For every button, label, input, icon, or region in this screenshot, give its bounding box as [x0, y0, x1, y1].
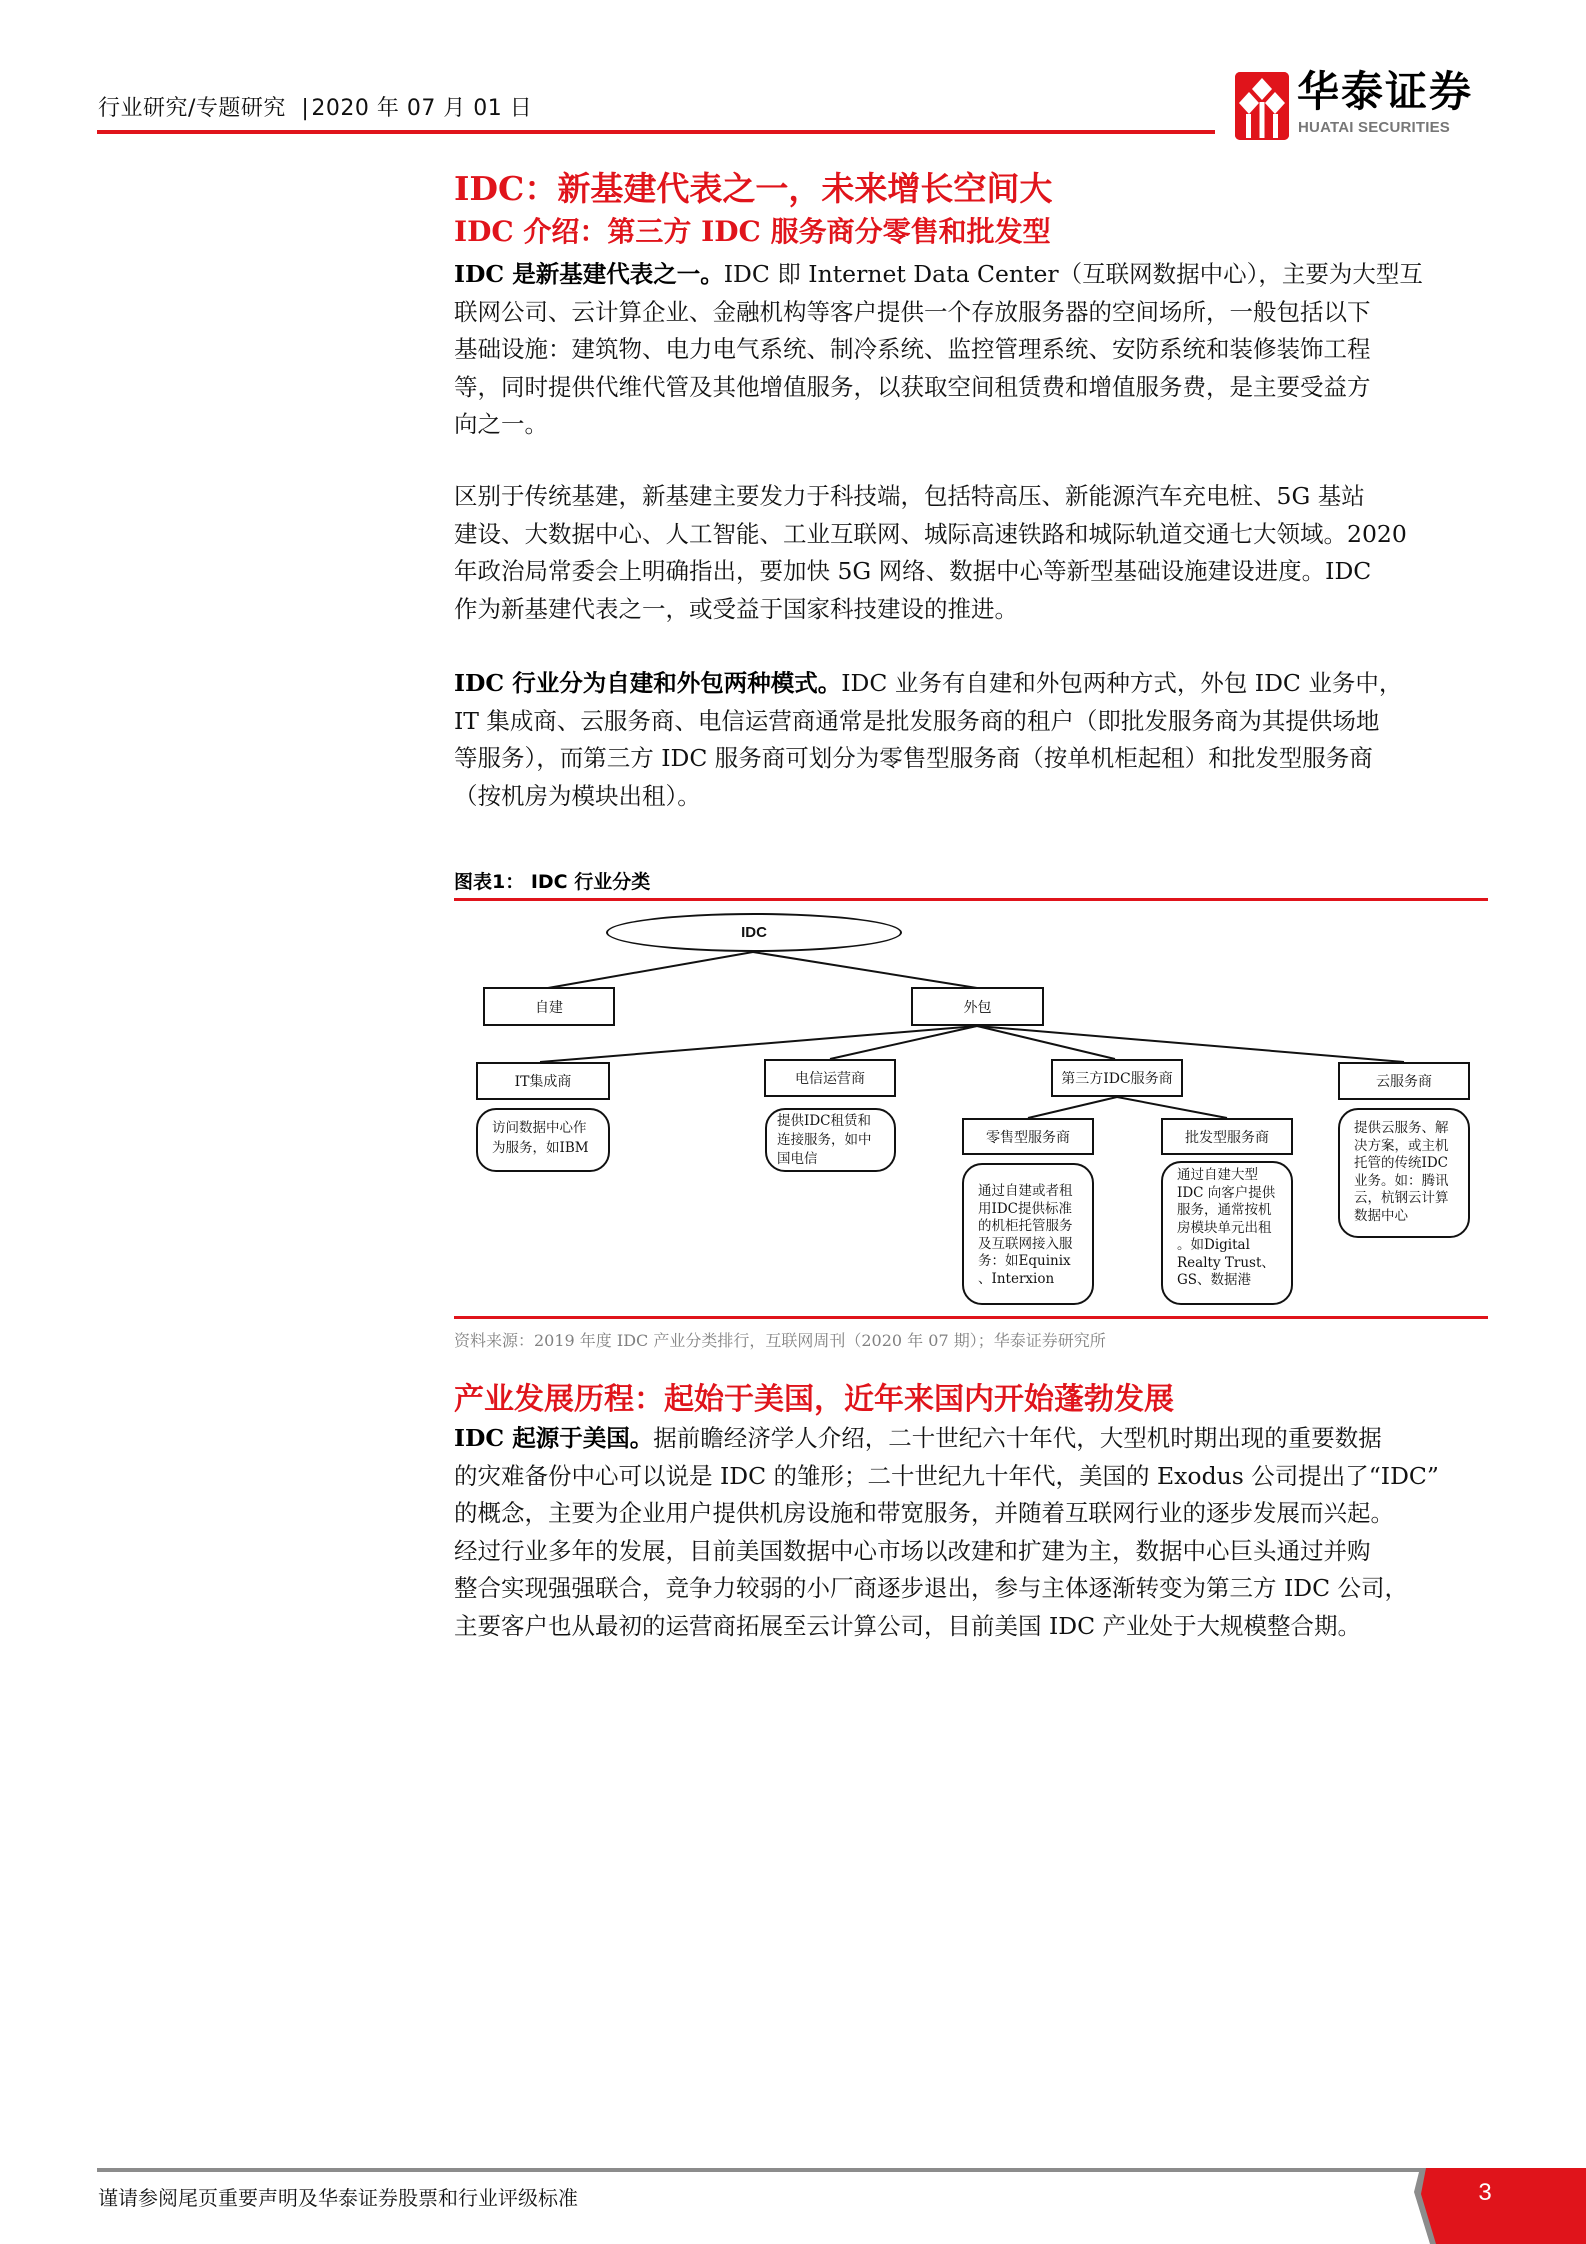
node-self-built: 自建 [483, 987, 615, 1026]
paragraph-line: 建设、大数据中心、人工智能、工业互联网、城际高速铁路和城际轨道交通七大领域。2020 [454, 519, 1407, 548]
paragraph-lead: IDC 起源于美国。 [454, 1424, 654, 1452]
paragraph-line: IT 集成商、云服务商、电信运营商通常是批发服务商的租户（即批发服务商为其提供场地 [454, 706, 1380, 735]
note-retail-provider: 通过自建或者租 用IDC提供标准 的机柜托管服务 及互联网接入服 务：如Equinix 、Interxion [962, 1163, 1094, 1305]
note-it-integrator: 访问数据中心作 为服务，如IBM [476, 1108, 610, 1172]
huatai-logo [1235, 66, 1515, 146]
note-wholesale-provider: 通过自建大型 IDC 向客户提供 服务，通常按机 房模块单元出租 。如Digital Realty Trust、 GS、数据港 [1161, 1161, 1293, 1305]
paragraph-line: 基础设施：建筑物、电力电气系统、制冷系统、监控管理系统、安防系统和装修装饰工程 [454, 335, 1371, 363]
node-telecom-operator: 电信运营商 [764, 1059, 896, 1097]
node-retail-provider: 零售型服务商 [962, 1118, 1094, 1155]
paragraph-lead: IDC 是新基建代表之一。 [454, 260, 724, 288]
section-title: 产业发展历程：起始于美国，近年来国内开始蓬勃发展 [454, 1382, 1174, 1417]
paragraph-line: 整合实现强强联合，竞争力较弱的小厂商逐步退出，参与主体逐渐转变为第三方 IDC 公司， [454, 1574, 1409, 1602]
paragraph-business-models [454, 665, 1484, 815]
figure-title: 图表1： IDC 行业分类 [454, 871, 651, 893]
paragraph-line: 经过行业多年的发展，目前美国数据中心市场以改建和扩建为主，数据中心巨头通过并购 [454, 1536, 1371, 1565]
figure-source: 资料来源：2019 年度 IDC 产业分类排行，互联网周刊（2020 年 07 期）；华泰证券研究所 [454, 1331, 1106, 1350]
paragraph-idc-intro [454, 256, 1484, 444]
section-title: IDC：新基建代表之一，未来增长空间大 [454, 169, 1053, 208]
node-it-integrator: IT集成商 [476, 1062, 610, 1100]
subsection-title: IDC 介绍：第三方 IDC 服务商分零售和批发型 [454, 215, 1051, 248]
paragraph-line: 等，同时提供代维代管及其他增值服务，以获取空间租赁费和增值服务费，是主要受益方 [454, 372, 1371, 401]
note-telecom-operator: 提供IDC租赁和 连接服务，如中 国电信 [765, 1108, 896, 1172]
paragraph-line: 的灾难备份中心可以说是 IDC 的雏形；二十世纪九十年代，美国的 Exodus 公司提出了“IDC” [454, 1461, 1439, 1490]
node-outsourced: 外包 [911, 987, 1044, 1026]
paragraph-line: 联网公司、云计算企业、金融机构等客户提供一个存放服务器的空间场所，一般包括以下 [454, 297, 1371, 326]
footer-divider [97, 2168, 1427, 2172]
note-cloud-provider: 提供云服务、解 决方案，或主机 托管的传统IDC 业务。如：腾讯 云，杭钢云计算 数据中心 [1338, 1108, 1470, 1238]
node-idc-root: IDC [606, 913, 902, 952]
footer-disclaimer: 谨请参阅尾页重要声明及华泰证券股票和行业评级标准 [98, 2186, 578, 2210]
paragraph-line: （按机房为模块出租）。 [454, 781, 701, 810]
paragraph-idc-origin [454, 1420, 1484, 1645]
paragraph-line: 年政治局常委会上明确指出，要加快 5G 网络、数据中心等新型基础设施建设进度。IDC [454, 557, 1372, 585]
page-number: 3 [1478, 2179, 1492, 2206]
paragraph-lead: IDC 行业分为自建和外包两种模式。 [454, 669, 842, 697]
report-type: 行业研究/专题研究 [98, 96, 286, 121]
header-separator: | [301, 96, 310, 121]
paragraph-line: IDC 是新基建代表之一。IDC 即 Internet Data Center（互联网数据中心），主要为大型互 [454, 260, 1423, 288]
paragraph-line: 区别于传统基建，新基建主要发力于科技端，包括特高压、新能源汽车充电桩、5G 基站 [454, 482, 1365, 510]
report-date: 2020 年 07 月 01 日 [311, 96, 533, 121]
paragraph-line: 作为新基建代表之一，或受益于国家科技建设的推进。 [454, 594, 1018, 623]
paragraph-line: 向之一。 [454, 410, 548, 438]
node-third-party-idc: 第三方IDC服务商 [1051, 1059, 1183, 1097]
report-header [98, 96, 532, 122]
paragraph-line: IDC 起源于美国。据前瞻经济学人介绍，二十世纪六十年代，大型机时期出现的重要数据 [454, 1424, 1382, 1452]
logo-english-name: HUATAI SECURITIES [1298, 119, 1451, 136]
node-wholesale-provider: 批发型服务商 [1161, 1118, 1293, 1155]
paragraph-line: 的概念，主要为企业用户提供机房设施和带宽服务，并随着互联网行业的逐步发展而兴起。 [454, 1499, 1394, 1527]
huatai-logo-icon [1235, 72, 1289, 140]
header-divider [97, 130, 1215, 134]
node-cloud-provider: 云服务商 [1338, 1062, 1470, 1100]
paragraph-new-infrastructure [454, 478, 1484, 628]
paragraph-line: 等服务），而第三方 IDC 服务商可划分为零售型服务商（按单机柜起租）和批发型服务商 [454, 744, 1373, 772]
figure-bottom-rule [454, 1316, 1488, 1319]
paragraph-line: 主要客户也从最初的运营商拓展至云计算公司，目前美国 IDC 产业处于大规模整合期。 [454, 1611, 1362, 1640]
idc-classification-diagram [440, 890, 1500, 1320]
paragraph-line: IDC 行业分为自建和外包两种模式。IDC 业务有自建和外包两种方式，外包 IDC 业务中， [454, 669, 1403, 697]
logo-chinese-name: 华泰证券 [1297, 67, 1474, 116]
